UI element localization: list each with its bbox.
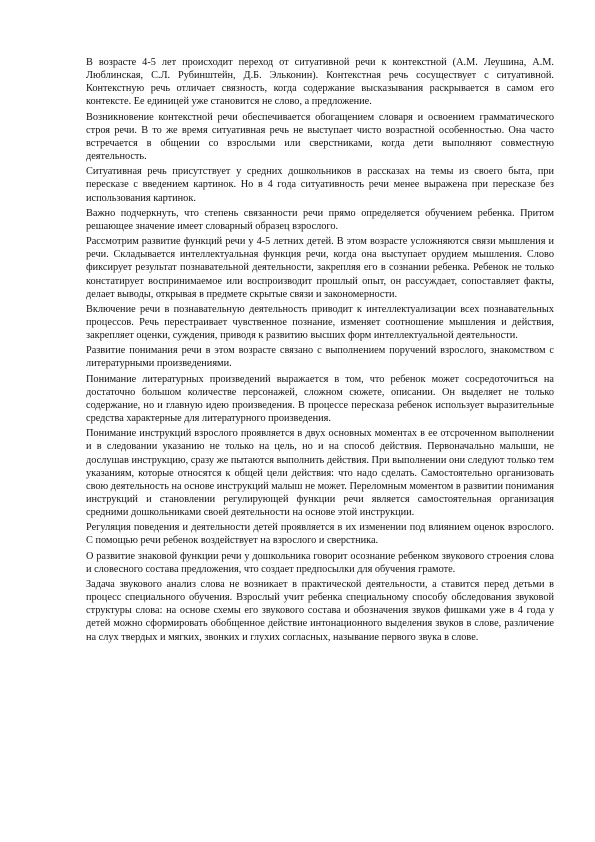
paragraph: Ситуативная речь присутствует у средних дошкольников в рассказах на темы из своего быта, при пересказе с введением картинок. Но в 4 года ситуативность речи менее выражена при пересказе без использования картинок. xyxy=(86,166,554,204)
paragraph: Возникновение контекстной речи обеспечивается обогащением словаря и освоением грамматического строя речи. В то же время ситуативная речь не выступает чисто возрастной особенностью. Она часто встречается в общении со взрослыми или сверстниками, когда дети выполняют совместную деятельность. xyxy=(86,111,554,163)
document-body xyxy=(86,56,554,646)
paragraph: В возрасте 4-5 лет происходит переход от ситуативной речи к контекстной (А.М. Леушина, А.М. Люблинская, С.Л. Рубинштейн, Д.Б. Эльконин). Контекстная речь сосуществует с ситуативной. Контекстную речь отличает связность, когда содержание высказывания раскрывается в самом его контексте. Ее единицей уже становится не слово, а предложение. xyxy=(86,57,554,108)
paragraph: Рассмотрим развитие функций речи у 4-5 летних детей. В этом возрасте усложняются связи мышления и речи. Складывается интеллектуальная функция речи, когда она выступает орудием мышления. Слово фиксирует результат познавательной деятельности, закрепляя его в сознании ребенка. Ребенок не только констатирует воспринимаемое или воспроизводит прошлый опыт, он рассуждает, сопоставляет факты, делает выводы, открывая в предмете скрытые связи и закономерности. xyxy=(86,236,554,300)
paragraph: Важно подчеркнуть, что степень связанности речи прямо определяется обучением ребенка. Притом решающее значение имеет словарный образец взрослого. xyxy=(86,207,554,232)
paragraph: Задача звукового анализ слова не возникает в практической деятельности, а ставится перед детьми в процесс специального обучения. Взрослый учит ребенка специальному способу обследования звуковой структуры слова: на основе схемы его звукового состава и обозначения звуков фишками уже в 4 года у детей можно сформировать обобщенное действие интонационного выделения звуков в слове, различение на слух твердых и мягких, звонких и глухих согласных, называние первого звука в слове. xyxy=(86,578,554,643)
paragraph: Включение речи в познавательную деятельность приводит к интеллектуализации всех познавательных процессов. Речь перестраивает чувственное познание, изменяет соотношение мышления и действия, закрепляет оценки, суждения, приводя к развитию высших форм интеллектуальной деятельности. xyxy=(86,303,554,342)
paragraph: Понимание инструкций взрослого проявляется в двух основных моментах в ее отсроченном выполнении и в следовании указанию не только на цель, но и на способ действия. Первоначально малыши, не дослушав инструкцию, сразу же пытаются выполнить действия. При выполнении они следуют только тем указаниям, которые относятся к общей цели действия: что надо сделать. Самостоятельно организовать свою деятельность на основе инструкций малыш не может. Переломным моментом в развитии понимания инструкций и становлении регулирующей функции речи является самостоятельная организация средними дошкольниками своей деятельности на основе этой инструкции. xyxy=(86,428,554,519)
paragraph: Развитие понимания речи в этом возрасте связано с выполнением поручений взрослого, знакомством с литературными произведениями. xyxy=(86,345,554,370)
paragraph: Понимание литературных произведений выражается в том, что ребенок может сосредоточиться на достаточно большом количестве персонажей, сложном сюжете, описании. Он выделяет не только содержание, но и главную идею произведения. В процессе пересказа ребенок использует выразительные средства характерные для литературного произведения. xyxy=(86,373,554,425)
paragraph: О развитие знаковой функции речи у дошкольника говорит осознание ребенком звукового строения слова и словесного состава предложения, что создает предпосылки для обучения грамоте. xyxy=(86,550,554,575)
paragraph: Регуляция поведения и деятельности детей проявляется в их изменении под влиянием оценок взрослого. С помощью речи ребенок воздействует на взрослого и сверстника. xyxy=(86,522,554,547)
